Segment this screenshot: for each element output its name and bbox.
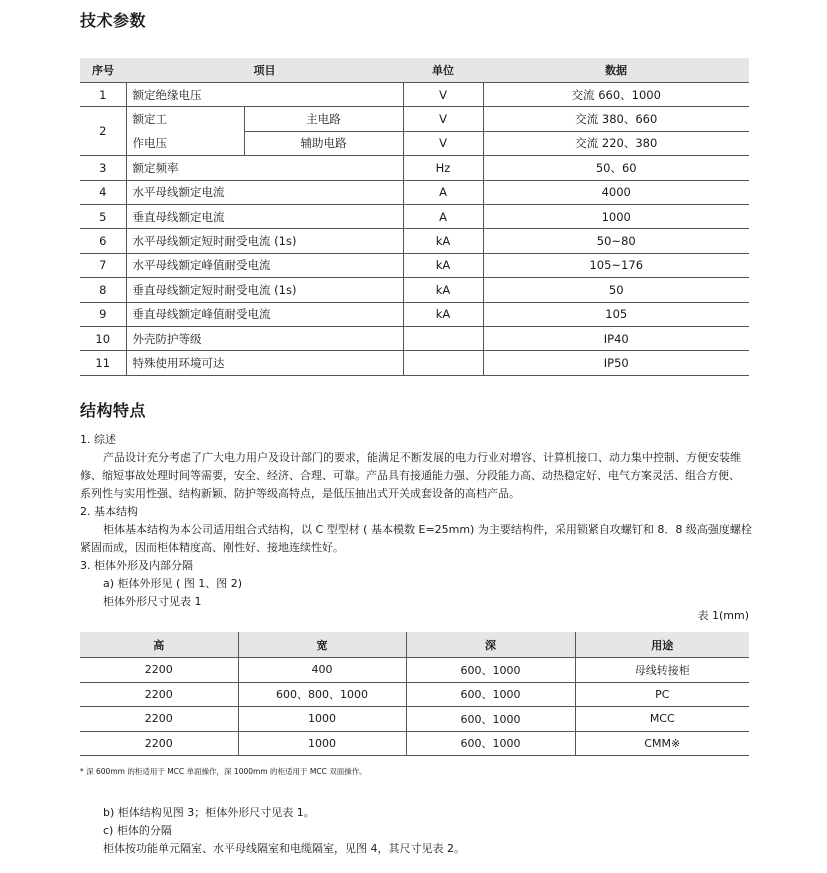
row-no: 7	[80, 253, 126, 277]
dimensions-table	[80, 632, 749, 756]
spec-table	[80, 58, 749, 376]
row-no: 8	[80, 278, 126, 302]
spec-header-value: 数据	[483, 58, 749, 83]
section-3b: b) 柜体结构见图 3；柜体外形尺寸见表 1。	[103, 806, 315, 819]
cell-depth: 600、1000	[406, 658, 575, 683]
row-no: 3	[80, 156, 126, 180]
table-row	[80, 156, 749, 180]
row-item: 垂直母线额定电流	[126, 204, 403, 228]
row-unit: V	[403, 107, 483, 131]
table-footnote: * 深 600mm 的柜适用于 MCC 单面操作，深 1000mm 的柜适用于 MCC 双面操作。	[80, 767, 367, 776]
table-row	[80, 229, 749, 253]
spec-header-row	[80, 58, 749, 83]
table-row	[80, 707, 749, 732]
row-item: 水平母线额定短时耐受电流 (1s)	[126, 229, 403, 253]
dims-header-row	[80, 632, 749, 658]
spec-header-no: 序号	[80, 58, 126, 83]
row-value: IP50	[483, 351, 749, 375]
cell-height: 2200	[80, 707, 238, 732]
row-unit: A	[403, 204, 483, 228]
table-row	[80, 204, 749, 228]
section-3a-2: 柜体外形尺寸见表 1	[103, 595, 202, 608]
cell-usage: CMM※	[575, 731, 749, 756]
cell-depth: 600、1000	[406, 682, 575, 707]
table-row	[80, 731, 749, 756]
cell-height: 2200	[80, 658, 238, 683]
cell-width: 1000	[238, 707, 406, 732]
row-unit: kA	[403, 229, 483, 253]
section-2-line-1: 柜体基本结构为本公司适用组合式结构，以 C 型型材 ( 基本模数 E=25mm) 为主要结构件，采用锁紧自攻螺钉和 8．8 级高强度螺栓	[103, 523, 752, 536]
row-item: 垂直母线额定峰值耐受电流	[126, 302, 403, 326]
row-no: 5	[80, 204, 126, 228]
spec-header-item: 项目	[126, 58, 403, 83]
table-row	[80, 682, 749, 707]
row-item: 垂直母线额定短时耐受电流 (1s)	[126, 278, 403, 302]
row-item-part1: 额定工	[126, 107, 244, 131]
spec-section-title: 技术参数	[80, 11, 147, 30]
row-no: 1	[80, 83, 126, 107]
section-1-line-1: 产品设计充分考虑了广大电力用户及设计部门的要求，能满足不断发展的电力行业对增容、计算机接口、动力集中控制、方便安装维	[103, 451, 741, 464]
cell-usage: 母线转接柜	[575, 658, 749, 683]
cell-usage: MCC	[575, 707, 749, 732]
row-no: 2	[80, 107, 126, 156]
cell-width: 400	[238, 658, 406, 683]
row-no: 10	[80, 326, 126, 350]
cell-depth: 600、1000	[406, 731, 575, 756]
structure-section-title: 结构特点	[80, 401, 147, 420]
row-item: 水平母线额定峰值耐受电流	[126, 253, 403, 277]
cell-depth: 600、1000	[406, 707, 575, 732]
row-value: 50~80	[483, 229, 749, 253]
section-3c-text: 柜体按功能单元隔室、水平母线隔室和电缆隔室，见图 4，其尺寸见表 2。	[103, 842, 465, 855]
section-2-line-2: 紧固而成，因而柜体精度高、刚性好、接地连续性好。	[80, 541, 344, 554]
row-unit: V	[403, 83, 483, 107]
table-row	[80, 278, 749, 302]
table-caption: 表 1(mm)	[697, 609, 749, 622]
row-no: 4	[80, 180, 126, 204]
table-row	[80, 131, 749, 155]
row-value: 1000	[483, 204, 749, 228]
cell-width: 1000	[238, 731, 406, 756]
row-value: 交流 380、660	[483, 107, 749, 131]
row-value: 105	[483, 302, 749, 326]
row-no: 11	[80, 351, 126, 375]
cell-usage: PC	[575, 682, 749, 707]
row-no: 9	[80, 302, 126, 326]
table-row	[80, 326, 749, 350]
dims-header-width: 宽	[238, 632, 406, 658]
table-row	[80, 302, 749, 326]
table-row	[80, 180, 749, 204]
row-item: 特殊使用环境可达	[126, 351, 403, 375]
row-value: 4000	[483, 180, 749, 204]
cell-height: 2200	[80, 731, 238, 756]
section-1-line-3: 系列性与实用性强、结构新颖、防护等级高特点，是低压抽出式开关成套设备的高档产品。	[80, 487, 520, 500]
cell-width: 600、800、1000	[238, 682, 406, 707]
row-subitem-aux: 辅助电路	[244, 131, 403, 155]
row-unit: kA	[403, 253, 483, 277]
row-unit: V	[403, 131, 483, 155]
row-unit: Hz	[403, 156, 483, 180]
row-unit	[403, 351, 483, 375]
section-3a: a) 柜体外形见 ( 图 1、图 2)	[103, 577, 243, 590]
row-item-part2: 作电压	[126, 131, 244, 155]
row-unit: kA	[403, 302, 483, 326]
section-3c: c) 柜体的分隔	[103, 824, 172, 837]
row-item: 水平母线额定电流	[126, 180, 403, 204]
spec-header-unit: 单位	[403, 58, 483, 83]
row-value: 50	[483, 278, 749, 302]
row-value: IP40	[483, 326, 749, 350]
row-value: 交流 660、1000	[483, 83, 749, 107]
table-row	[80, 83, 749, 107]
row-unit	[403, 326, 483, 350]
row-no: 6	[80, 229, 126, 253]
dims-header-depth: 深	[406, 632, 575, 658]
section-1-line-2: 修、缩短事故处理时间等需要，安全、经济、合理、可靠。产品具有接通能力强、分段能力高、动热稳定好、电气方案灵活、组合方便、	[80, 469, 740, 482]
cell-height: 2200	[80, 682, 238, 707]
row-unit: kA	[403, 278, 483, 302]
section-2-title: 2. 基本结构	[80, 505, 138, 518]
section-1-title: 1. 综述	[80, 433, 116, 446]
table-row	[80, 658, 749, 683]
table-row	[80, 107, 749, 131]
row-value: 105~176	[483, 253, 749, 277]
row-value: 50、60	[483, 156, 749, 180]
row-subitem-main: 主电路	[244, 107, 403, 131]
dims-header-usage: 用途	[575, 632, 749, 658]
row-item: 额定频率	[126, 156, 403, 180]
table-row	[80, 253, 749, 277]
row-unit: A	[403, 180, 483, 204]
row-item: 外壳防护等级	[126, 326, 403, 350]
table-row	[80, 351, 749, 375]
section-3-title: 3. 柜体外形及内部分隔	[80, 559, 193, 572]
row-value: 交流 220、380	[483, 131, 749, 155]
dims-header-height: 高	[80, 632, 238, 658]
row-item: 额定绝缘电压	[126, 83, 403, 107]
